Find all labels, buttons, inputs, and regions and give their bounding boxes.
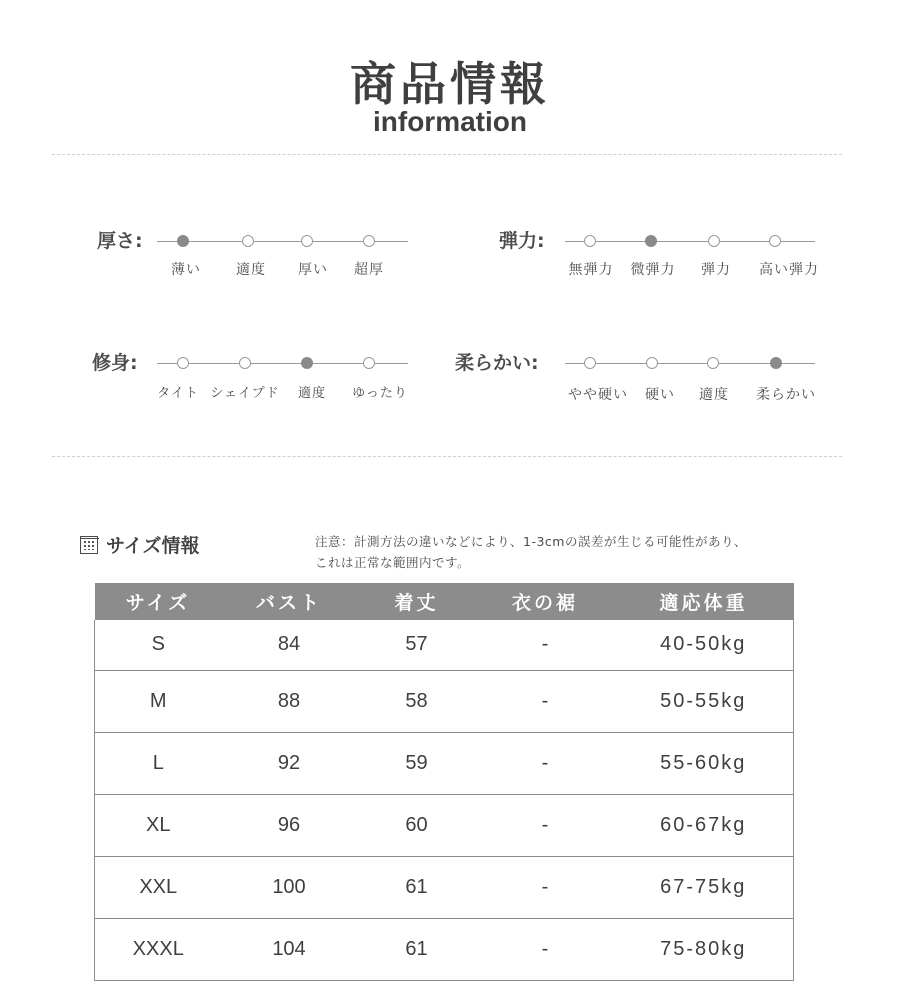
size-table-header: 衣の裾 bbox=[477, 583, 614, 620]
attr-label-thickness: 厚さ: bbox=[97, 230, 143, 252]
divider-middle bbox=[52, 456, 842, 457]
table-cell: 100 bbox=[222, 856, 357, 918]
attr-dot-softness-0 bbox=[584, 357, 596, 369]
size-note-line-2: これは正常な範囲内です。 bbox=[315, 555, 471, 570]
attr-option-fit-1: シェイプド bbox=[210, 386, 280, 401]
table-cell: 75-80kg bbox=[614, 918, 794, 980]
table-row bbox=[95, 670, 794, 732]
table-cell: 67-75kg bbox=[614, 856, 794, 918]
page-subtitle: information bbox=[373, 106, 527, 137]
attr-option-fit-0: タイト bbox=[157, 386, 199, 401]
table-cell: 92 bbox=[222, 732, 357, 794]
table-cell: 60-67kg bbox=[614, 794, 794, 856]
attr-dot-elasticity-0 bbox=[584, 235, 596, 247]
attr-dot-elasticity-2 bbox=[708, 235, 720, 247]
table-row bbox=[95, 620, 794, 670]
attr-option-fit-2: 適度 bbox=[297, 386, 327, 401]
size-table-header-row bbox=[95, 583, 794, 620]
attr-softness bbox=[0, 351, 900, 411]
size-table-header: 着丈 bbox=[357, 583, 477, 620]
table-cell: - bbox=[477, 620, 614, 670]
attr-dot-softness-1 bbox=[646, 357, 658, 369]
table-cell: 96 bbox=[222, 794, 357, 856]
size-note bbox=[315, 531, 815, 573]
attr-option-thickness-0: 薄い bbox=[171, 262, 201, 278]
attr-label-softness: 柔らかい: bbox=[455, 352, 539, 374]
table-cell: 59 bbox=[357, 732, 477, 794]
attr-dot-softness-3 bbox=[770, 357, 782, 369]
size-table-header: サイズ bbox=[95, 583, 222, 620]
size-info-header bbox=[80, 531, 199, 558]
attr-elasticity bbox=[0, 229, 900, 289]
table-cell: 40-50kg bbox=[614, 620, 794, 670]
table-cell: 55-60kg bbox=[614, 732, 794, 794]
table-row bbox=[95, 856, 794, 918]
table-row bbox=[95, 732, 794, 794]
attr-dot-elasticity-1 bbox=[645, 235, 657, 247]
attr-option-softness-0: やや硬い bbox=[568, 387, 628, 403]
table-cell: XL bbox=[95, 794, 222, 856]
table-cell: M bbox=[95, 670, 222, 732]
calendar-grid-icon bbox=[80, 536, 98, 554]
table-cell: 60 bbox=[357, 794, 477, 856]
divider-top bbox=[52, 154, 842, 155]
table-cell: - bbox=[477, 732, 614, 794]
table-cell: - bbox=[477, 794, 614, 856]
table-cell: - bbox=[477, 670, 614, 732]
attr-option-softness-2: 適度 bbox=[699, 387, 729, 403]
table-row bbox=[95, 918, 794, 980]
table-cell: L bbox=[95, 732, 222, 794]
table-cell: - bbox=[477, 856, 614, 918]
size-info-title: サイズ情報 bbox=[106, 535, 200, 557]
attr-label-elasticity: 弾力: bbox=[499, 230, 545, 252]
attr-option-fit-3: ゆったり bbox=[352, 386, 408, 401]
table-cell: 88 bbox=[222, 670, 357, 732]
table-cell: 57 bbox=[357, 620, 477, 670]
size-table-header: バスト bbox=[222, 583, 357, 620]
attr-option-thickness-3: 超厚 bbox=[354, 262, 384, 278]
attr-dot-elasticity-3 bbox=[769, 235, 781, 247]
table-cell: 61 bbox=[357, 856, 477, 918]
size-note-line-1: 注意：計測方法の違いなどにより、1-3cmの誤差が生じる可能性があり、 bbox=[315, 534, 747, 549]
attr-option-thickness-1: 適度 bbox=[236, 262, 266, 278]
table-cell: 104 bbox=[222, 918, 357, 980]
table-cell: 58 bbox=[357, 670, 477, 732]
table-row bbox=[95, 794, 794, 856]
table-cell: 61 bbox=[357, 918, 477, 980]
attr-option-elasticity-3: 高い弾力 bbox=[759, 262, 819, 278]
attr-option-elasticity-2: 弾力 bbox=[701, 262, 731, 278]
attr-dot-softness-2 bbox=[707, 357, 719, 369]
attr-option-thickness-2: 厚い bbox=[298, 262, 328, 278]
attr-label-fit: 修身: bbox=[92, 352, 138, 374]
table-cell: 84 bbox=[222, 620, 357, 670]
table-cell: - bbox=[477, 918, 614, 980]
attr-option-softness-1: 硬い bbox=[645, 387, 675, 403]
page-title: 商品情報 bbox=[350, 57, 550, 111]
table-cell: S bbox=[95, 620, 222, 670]
size-table bbox=[94, 583, 794, 981]
attr-option-elasticity-1: 微弾力 bbox=[630, 262, 676, 278]
size-table-header: 適応体重 bbox=[614, 583, 794, 620]
attr-option-softness-3: 柔らかい bbox=[756, 387, 816, 403]
table-cell: 50-55kg bbox=[614, 670, 794, 732]
table-cell: XXXL bbox=[95, 918, 222, 980]
attr-option-elasticity-0: 無弾力 bbox=[568, 262, 614, 278]
table-cell: XXL bbox=[95, 856, 222, 918]
